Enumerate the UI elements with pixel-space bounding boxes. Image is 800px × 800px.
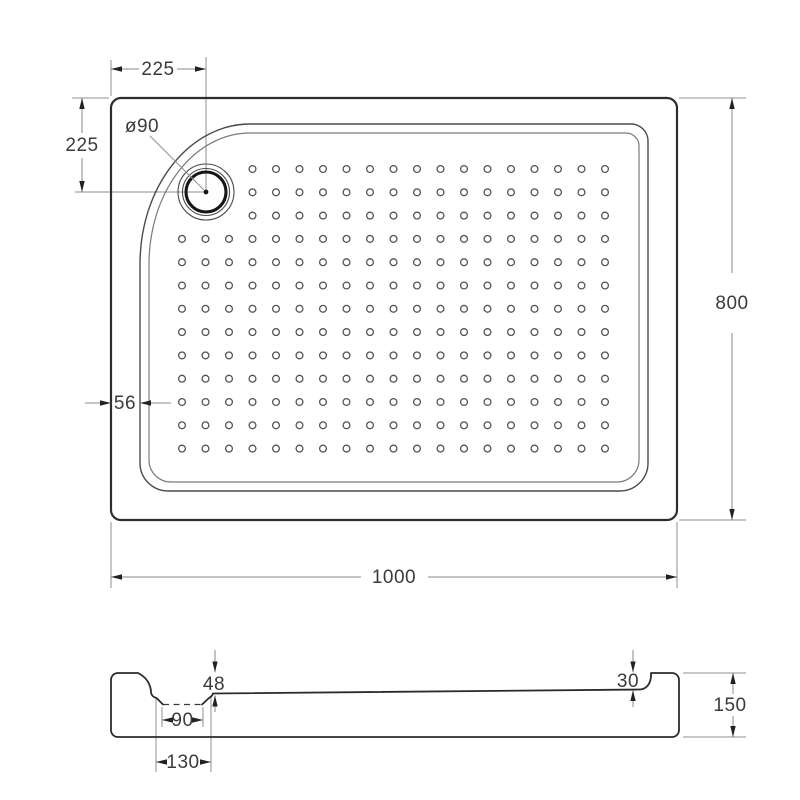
total-height-label: 150 bbox=[713, 695, 747, 716]
recess-bottom-width-label: 130 bbox=[166, 752, 200, 773]
dim-tray-width bbox=[111, 522, 677, 588]
drain-diameter-label: ø90 bbox=[124, 116, 160, 137]
drain-leader-line bbox=[150, 136, 204, 190]
dim-depth-at-drain bbox=[203, 650, 225, 712]
dim-drain-offset-y bbox=[65, 98, 204, 192]
depth-at-edge-label: 30 bbox=[616, 671, 640, 692]
tray-width-label: 1000 bbox=[371, 567, 417, 588]
depth-at-drain-label: 48 bbox=[202, 674, 226, 695]
drain-offset-y-label: 225 bbox=[65, 135, 99, 156]
dim-recess-top-width bbox=[162, 707, 203, 731]
top-view bbox=[65, 57, 748, 588]
drain-center-point bbox=[204, 190, 209, 195]
dim-total-height bbox=[683, 673, 747, 737]
drain bbox=[125, 116, 234, 220]
drain-offset-x-label: 225 bbox=[141, 59, 175, 80]
dim-rim-width bbox=[85, 393, 171, 414]
rim-width-label: 56 bbox=[113, 393, 137, 414]
side-view bbox=[111, 650, 747, 773]
tray-height-label: 800 bbox=[715, 293, 749, 314]
anti-slip-dots bbox=[179, 166, 609, 452]
dim-tray-height bbox=[679, 98, 749, 520]
dim-depth-at-edge bbox=[617, 650, 639, 707]
dim-recess-bottom-width bbox=[156, 752, 211, 773]
recess-top-width-label: 90 bbox=[171, 710, 194, 731]
